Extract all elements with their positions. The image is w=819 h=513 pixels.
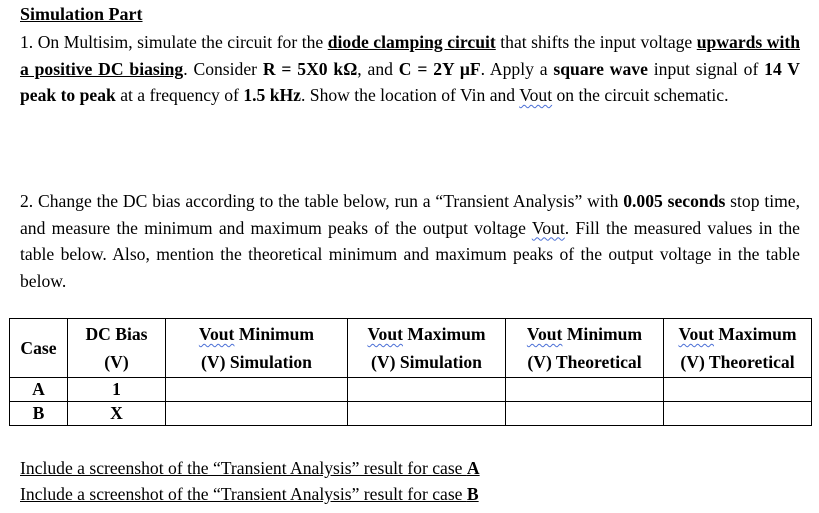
q1-text: . Show the location of Vin and [300,85,520,105]
header-vout-min-sim: Vout Minimum (V) Simulation [166,319,348,378]
q1-amplitude: 14 V peak to peak [20,58,800,105]
section-heading: Simulation Part [20,4,143,24]
cell-dc-bias: X [68,402,166,426]
q1-capacitor-value: C = 2Y μF [398,58,481,79]
q2-text: . Fill the measured values in the table below. Also, mention the theoretical minimum and maximum peaks of the output voltage in the table below. [20,217,800,291]
cell-vout-min-sim[interactable] [166,402,348,426]
cell-vout-max-theo[interactable] [664,378,812,402]
q1-text: . Consider [183,58,263,79]
table-header-row [10,319,812,378]
header-case: Case [10,319,68,378]
q2-vout: Vout [531,217,565,238]
cell-case: A [10,378,68,402]
q2-text: stop time, and measure the minimum and maximum peaks of the output voltage [20,191,800,238]
cell-vout-max-sim[interactable] [348,378,506,402]
q1-text: input signal of [647,58,765,79]
table-row-b [10,402,812,426]
q1-emph-biasing: upwards with a positive DC biasing [20,32,801,79]
cell-vout-min-sim[interactable] [166,378,348,402]
question-1 [20,29,800,109]
header-vout-min-theo: Vout Minimum (V) Theoretical [506,319,664,378]
cell-vout-max-theo[interactable] [664,402,812,426]
cell-vout-min-theo[interactable] [506,378,664,402]
q1-resistor-value: R = 5X0 kΩ [262,58,358,79]
q1-text: 1. On Multisim, simulate the circuit for the [20,32,328,52]
table-row-a [10,378,812,402]
q2-stop-time: 0.005 seconds [623,191,726,211]
q1-emph-circuit: diode clamping circuit [327,32,496,52]
question-2 [20,188,800,294]
q1-text: on the circuit schematic. [552,85,729,105]
q1-text: at a frequency of [115,85,244,105]
instruction-case-b: Include a screenshot of the “Transient Analysis” result for case B [20,484,479,504]
cell-dc-bias: 1 [68,378,166,402]
header-vout-max-theo: Vout Maximum (V) Theoretical [664,319,812,378]
q1-text: . Apply a [480,58,554,79]
cell-vout-max-sim[interactable] [348,402,506,426]
q1-vout: Vout [519,85,553,105]
instruction-case-a: Include a screenshot of the “Transient Analysis” result for case A [20,458,480,478]
q2-text: 2. Change the DC bias according to the table below, run a “Transient Analysis” with [20,191,624,211]
q1-text: that shifts the input voltage [495,32,697,52]
cell-vout-min-theo[interactable] [506,402,664,426]
results-table [9,318,812,426]
q1-frequency: 1.5 kHz [243,85,301,105]
cell-case: B [10,402,68,426]
q1-waveform: square wave [553,58,648,79]
header-dc-bias: DC Bias (V) [68,319,166,378]
header-vout-max-sim: Vout Maximum (V) Simulation [348,319,506,378]
q1-text: , and [357,58,399,79]
